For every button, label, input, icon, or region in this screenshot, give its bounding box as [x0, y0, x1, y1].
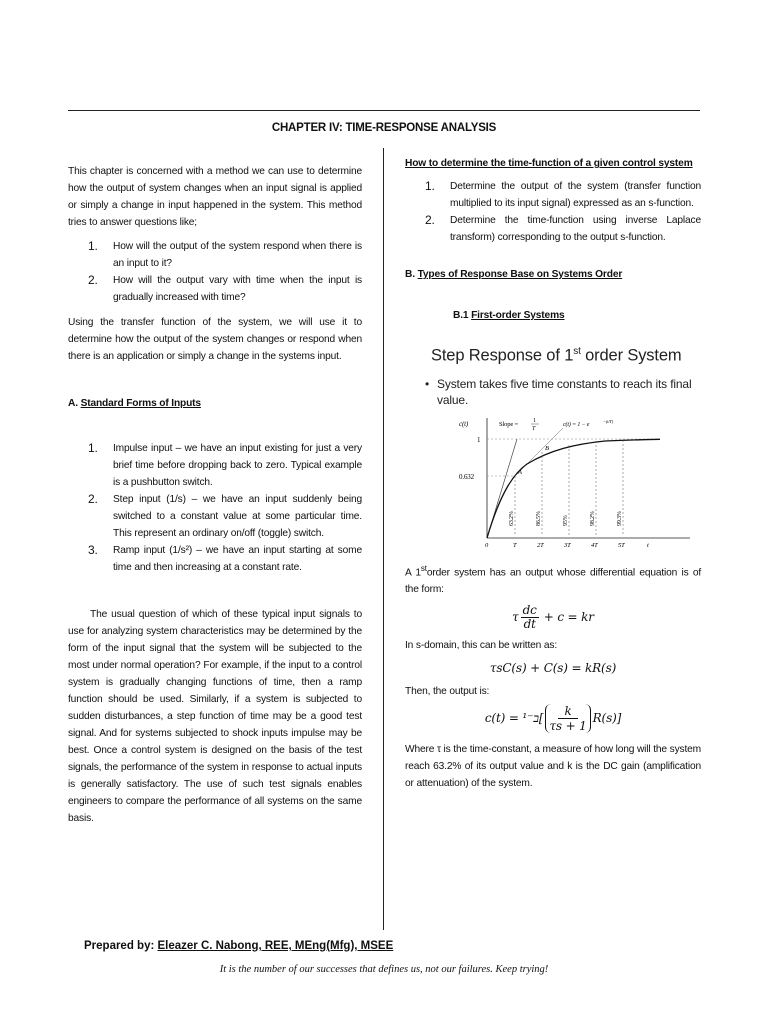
section-prefix: B.1: [453, 310, 469, 321]
list-text: How will the output vary with time when the input is gradually increased with time?: [113, 275, 362, 303]
eq-prefix: c(t) = ב⁻¹[: [484, 710, 544, 725]
y-axis-label: c(t): [459, 419, 469, 428]
curve-equation: c(t) = 1 − e: [563, 421, 590, 428]
list-item: [68, 491, 362, 542]
list-text: Determine the time-function using inverse Laplace transform) corresponding to the output s-function.: [450, 215, 701, 243]
slide-title: [431, 342, 701, 366]
list-text: Determine the output of the system (transfer function multiplied to its input signal) expressed as an s-function.: [450, 181, 701, 209]
percent-label: 86.5%: [536, 510, 542, 526]
slope-label: Slope =: [499, 420, 519, 428]
step-response-graph: [455, 414, 695, 550]
section-title: Standard Forms of Inputs: [80, 398, 201, 409]
test-signal-paragraph: The usual question of which of these typical input signals to use for analyzing system characteristics may be determined by the form of the input signal that the system will be subjected to the most under normal operation? For example, if the input to a control system is gradually changing functions of time, then a ramp function should be used. Similarly, if a system is subjected to sudden disturbances, a step function of time may be a good test signal. And for systems subjected to shock inputs impulse may be best. Once a control system is designed on the basis of the test signals, the performance of the system in response to actual inputs is generally satisfactory. The use of such test signals enables engineers to compare the performance of all systems on the same basis.: [68, 609, 362, 824]
percent-label: 95%: [563, 514, 569, 526]
list-item: [68, 542, 362, 576]
s-domain-text: In s-domain, this can be written as:: [405, 639, 558, 651]
list-item: [405, 178, 701, 212]
x-tick: T: [513, 541, 517, 549]
list-text: How will the output of the system respond when there is an input to it?: [113, 241, 362, 269]
eq-rest: + c = kr: [543, 609, 594, 624]
point-b-label: B: [545, 444, 549, 452]
slide-title-text: order System: [580, 346, 682, 365]
eq-fraction: [545, 704, 590, 733]
order-sup: st: [420, 563, 427, 573]
transfer-paragraph: Using the transfer function of the system, we will use it to determine how the output of the system changes or respond when there is an application or simply a change in the systems input.: [68, 317, 362, 362]
chapter-title: CHAPTER IV: TIME-RESPONSE ANALYSIS: [271, 122, 497, 134]
list-text: Impulse input – we have an input existing for just a very brief time before dropping back to zero. Typical example is a pushbutton switch.: [113, 443, 362, 488]
x-tick: 5T: [618, 541, 625, 549]
percent-label: 63.2%: [509, 510, 515, 526]
prepared-label: Prepared by:: [84, 940, 158, 952]
bullet-icon: •: [425, 376, 430, 391]
question-list: [68, 238, 362, 306]
x-tick: 2T: [537, 541, 544, 549]
section-a-heading: [68, 395, 362, 412]
list-item: [405, 212, 701, 246]
y-tick-one: 1: [477, 435, 481, 444]
list-item: [68, 272, 362, 306]
eq-denominator: dt: [523, 616, 536, 631]
list-number: 3.: [88, 543, 98, 557]
list-text: Step input (1/s) – we have an input suddenly being switched to a constant value at some particular time. This represent an ordinary on/off (toggle) switch.: [113, 494, 362, 539]
how-to-heading: How to determine the time-function of a given control system: [405, 158, 693, 169]
list-number: 1.: [425, 179, 435, 193]
slope-num: 1: [533, 417, 536, 424]
list-number: 2.: [425, 213, 435, 227]
section-b1-heading: [453, 307, 701, 324]
column-divider: [383, 148, 384, 930]
time-constant-markers: [515, 440, 623, 536]
x-tick: 3T: [564, 541, 571, 549]
section-title: Types of Response Base on Systems Order: [417, 269, 623, 280]
section-prefix: A.: [68, 398, 78, 409]
order-paragraph: [405, 560, 701, 598]
bullet-text: System takes five time constants to reach its final value.: [437, 376, 692, 407]
percent-label: 98.2%: [590, 510, 596, 526]
list-number: 1.: [88, 441, 98, 455]
slide-title-text: Step Response of 1: [431, 346, 574, 365]
differential-equation: [405, 604, 701, 631]
section-title: First-order Systems: [471, 310, 565, 321]
list-text: Ramp input (1/s²) – we have an input starting at some time and then increasing at a constant rate.: [113, 545, 362, 573]
percent-label: 99.3%: [617, 510, 623, 526]
s-domain-equation: τsC(s) + C(s) = kR(s): [489, 660, 617, 675]
order-text: A 1: [405, 566, 421, 578]
eq-tau: τ: [512, 609, 519, 624]
time-constant-paragraph: Where τ is the time-constant, a measure of how long will the system reach 63.2% of its output value and k is the DC gain (amplification or attenuation) of the system.: [405, 743, 701, 789]
section-b-heading: [405, 266, 701, 283]
eq-suffix: R(s)]: [592, 710, 622, 725]
slope-den: T: [532, 425, 536, 432]
header-rule: [68, 110, 700, 111]
curve-exponent: −(t/T): [603, 418, 614, 424]
prepared-by: [84, 940, 393, 952]
steps-list: [405, 178, 701, 246]
right-column: [405, 155, 701, 792]
left-column: [68, 163, 362, 827]
output-text: Then, the output is:: [405, 685, 490, 697]
list-number: 2.: [88, 273, 98, 287]
section-prefix: B.: [405, 269, 415, 280]
x-tick-labels: [485, 542, 649, 549]
list-item: [68, 238, 362, 272]
eq-denominator: τs + 1: [549, 718, 587, 733]
footer-quote: It is the number of our successes that defines us, not our failures. Keep trying!: [219, 964, 549, 975]
x-tick: 4T: [591, 541, 598, 549]
slide-title-sup: st: [573, 346, 581, 357]
intro-paragraph: This chapter is concerned with a method we can use to determine how the output of system changes when an input signal is applied or simply a change in input happened in the system. This method tries to answer questions like;: [68, 166, 362, 228]
slide-bullet: [405, 376, 701, 408]
list-item: [68, 440, 362, 491]
list-number: 2.: [88, 492, 98, 506]
output-equation: [405, 704, 701, 733]
input-list: [68, 440, 362, 576]
percent-labels: [509, 511, 623, 526]
y-tick-632: 0.632: [459, 472, 475, 481]
x-tick: 0: [485, 541, 489, 549]
list-number: 1.: [88, 239, 98, 253]
eq-fraction: [521, 604, 539, 631]
order-text: order system has an output whose differential equation is of the form:: [405, 566, 702, 595]
x-tick: t: [647, 541, 649, 549]
author-name: Eleazer C. Nabong, REE, MEng(Mfg), MSEE: [157, 940, 394, 952]
eq-numerator: k: [558, 704, 577, 719]
eq-numerator: dc: [522, 602, 537, 617]
point-a-label: A: [518, 468, 522, 476]
